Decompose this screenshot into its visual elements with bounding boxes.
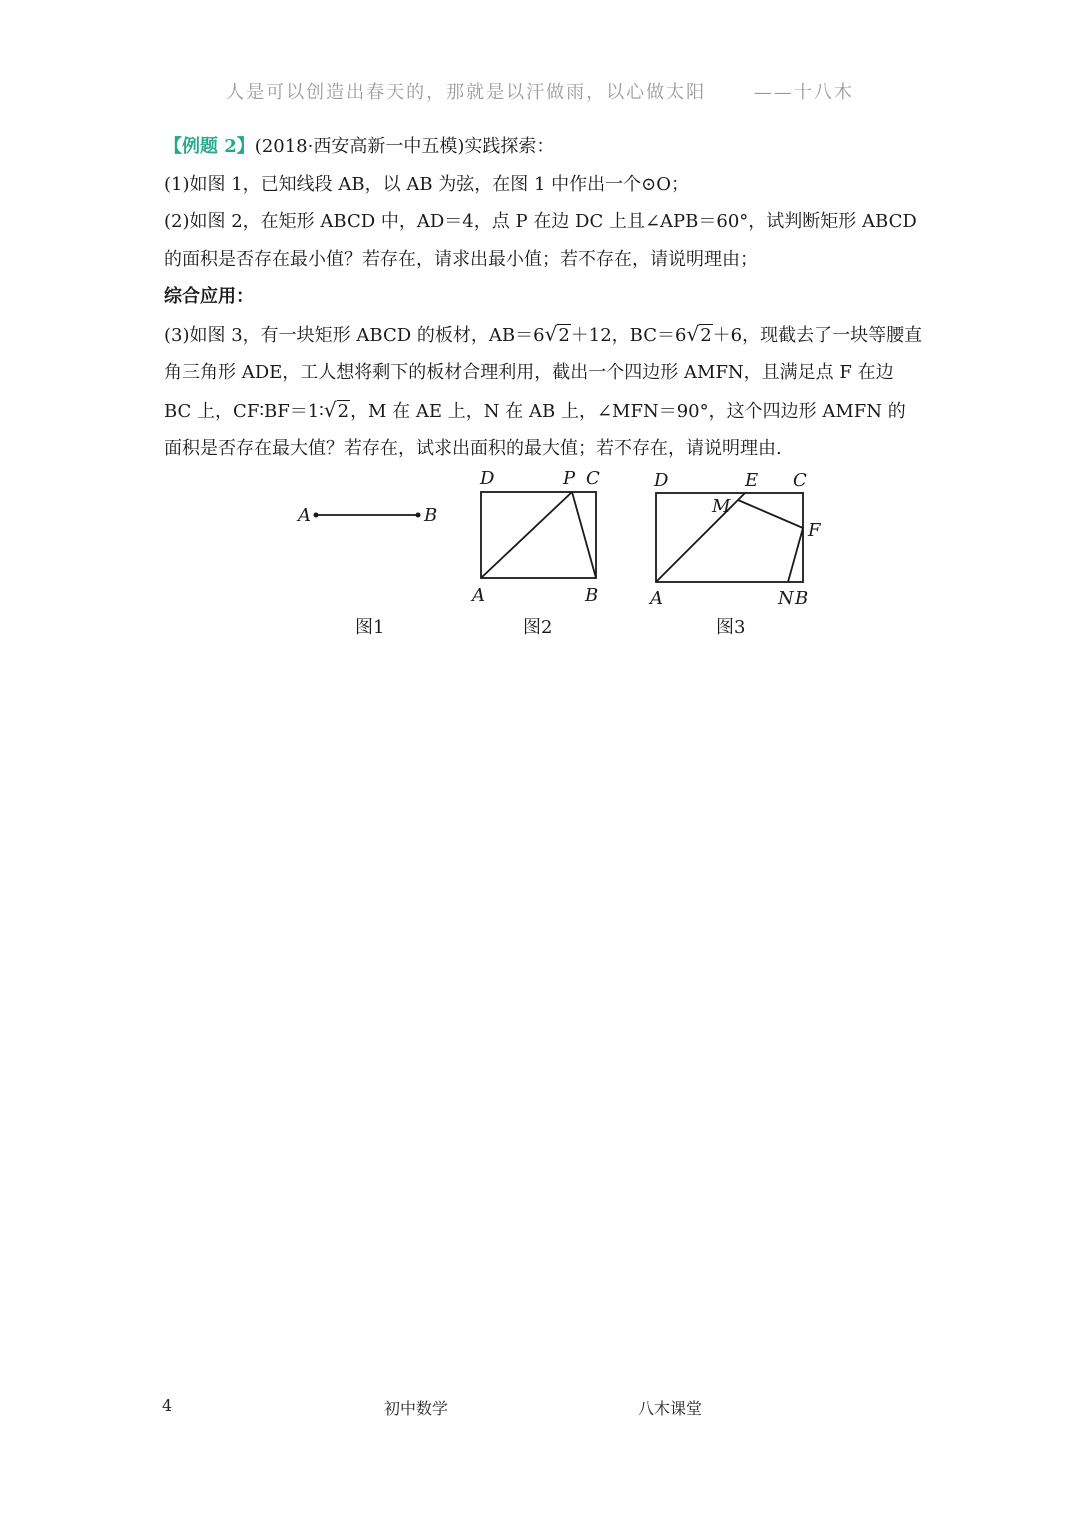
figure-1 [296, 505, 437, 526]
fig3-label-c: C [793, 470, 807, 491]
part3-line3 [164, 392, 924, 431]
fig1-label-a: A [298, 505, 311, 526]
part1-line: (1)如图 1，已知线段 AB，以 AB 为弦，在图 1 中作出一个⊙O； [164, 173, 690, 195]
footer-brand: 八木课堂 [638, 1399, 703, 1418]
part3-line1 [164, 316, 924, 355]
problem-title-line [164, 128, 924, 166]
point-a-dot [314, 513, 319, 518]
fig1-caption: 图1 [355, 617, 385, 638]
fig3-label-f: F [808, 520, 821, 541]
fig3-label-b: B [795, 588, 809, 609]
fig3-label-a: A [650, 588, 663, 609]
problem-source: (2018·西安高新一中五模)实践探索： [254, 136, 555, 157]
part2-line2: 的面积是否存在最小值？若存在，请求出最小值；若不存在，请说明理由； [164, 248, 758, 270]
header-quote: 人是可以创造出春天的，那就是以汗做雨，以心做太阳 [226, 82, 707, 103]
segment-pb [572, 492, 596, 578]
fig2-label-b: B [585, 585, 599, 606]
segment-mf [738, 500, 803, 528]
figures-area [0, 460, 1080, 650]
fig2-label-p: P [563, 468, 576, 489]
fig1-label-b: B [424, 505, 438, 526]
part3-line3-a: BC 上，CF∶BF＝1∶ [164, 400, 324, 422]
segment-ae [656, 493, 745, 582]
point-b-dot [416, 513, 421, 518]
section-heading: 综合应用： [164, 286, 254, 307]
fig2-label-a: A [472, 585, 485, 606]
part3-line1-b: ＋12，BC＝6 [570, 324, 687, 346]
sqrt-radicand: 2 [337, 400, 350, 422]
fig2-label-c: C [586, 468, 600, 489]
part2-line1: (2)如图 2，在矩形 ABCD 中，AD＝4，点 P 在边 DC 上且∠APB＝60°，试判断矩形 ABCD [164, 211, 917, 232]
part3-line1-a: (3)如图 3，有一块矩形 ABCD 的板材，AB＝6 [164, 324, 545, 346]
fig2-label-d: D [480, 468, 495, 489]
fig3-label-e: E [745, 470, 759, 491]
sqrt-radicand: 2 [558, 324, 570, 346]
segment-fn [788, 528, 803, 582]
sqrt-symbol: √2 [323, 397, 350, 422]
part3-line1-c: ＋6，现截去了一块等腰直 [712, 324, 923, 346]
rectangle-abcd [481, 492, 596, 578]
sqrt-symbol: √2 [686, 321, 712, 346]
fig3-caption: 图3 [716, 617, 746, 638]
footer-subject: 初中数学 [384, 1399, 449, 1418]
part3-line4: 面积是否存在最大值？若存在，试求出面积的最大值；若不存在，请说明理由. [164, 438, 782, 459]
figure-2 [470, 468, 600, 606]
header-author: ——十八木 [753, 82, 854, 103]
part3-line2: 角三角形 ADE，工人想将剩下的板材合理利用，截出一个四边形 AMFN，且满足点 F 在边 [164, 362, 894, 383]
page-header [0, 78, 1080, 104]
example-tag: 【例题 2】 [164, 136, 255, 157]
sqrt-symbol: √2 [544, 321, 570, 346]
part3-line3-b: ，M 在 AE 上，N 在 AB 上，∠MFN＝90°，这个四边形 AMFN 的 [350, 400, 906, 422]
figure-3 [648, 470, 822, 609]
fig3-label-d: D [654, 470, 669, 491]
fig3-label-n: N [778, 588, 794, 609]
page-number: 4 [162, 1396, 173, 1415]
sqrt-radicand: 2 [700, 324, 712, 346]
segment-ap [481, 492, 572, 578]
fig2-caption: 图2 [523, 617, 553, 638]
problem-text [164, 128, 924, 468]
fig3-label-m: M [712, 496, 731, 517]
